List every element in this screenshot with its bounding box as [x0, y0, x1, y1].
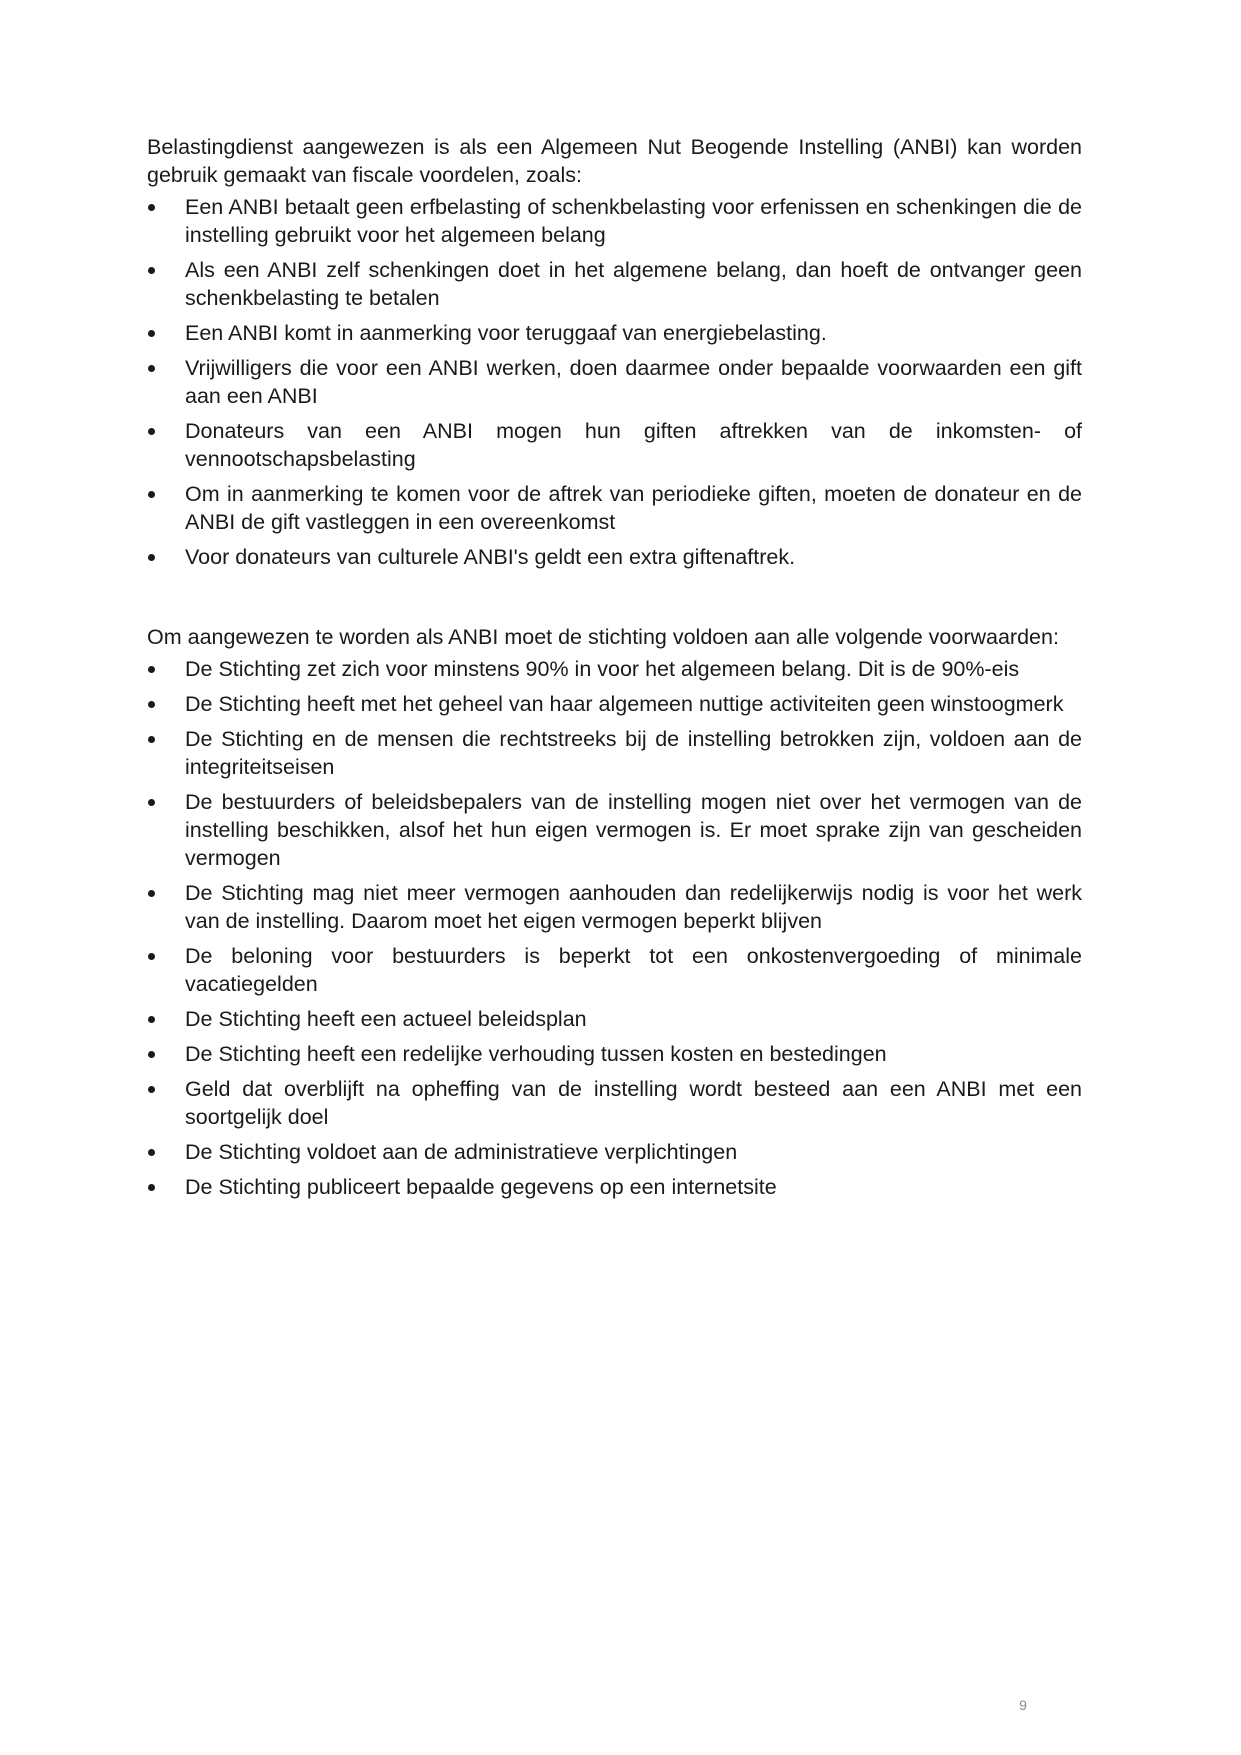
list-item: [147, 879, 1082, 935]
list-item-text: Een ANBI betaalt geen erfbelasting of schenkbelasting voor erfenissen en schenkingen die de instelling gebruikt voor het algemeen belang: [185, 195, 1082, 247]
bullet-icon: [148, 330, 155, 337]
list-item-text: De Stichting publiceert bepaalde gegevens op een internetsite: [185, 1175, 777, 1199]
list-item-text: Als een ANBI zelf schenkingen doet in het algemene belang, dan hoeft de ontvanger geen schenkbelasting te betalen: [185, 258, 1082, 310]
list-item-text: De Stichting heeft een redelijke verhouding tussen kosten en bestedingen: [185, 1042, 887, 1066]
list-item: [147, 256, 1082, 312]
bullet-icon: [148, 701, 155, 708]
list-item: [147, 417, 1082, 473]
list-item-text: De bestuurders of beleidsbepalers van de instelling mogen niet over het vermogen van de instelling beschikken, alsof het hun eigen vermogen is. Er moet sprake zijn van gescheiden vermogen: [185, 790, 1082, 870]
list-item-text: Om in aanmerking te komen voor de aftrek van periodieke giften, moeten de donateur en de ANBI de gift vastleggen in een overeenkomst: [185, 482, 1082, 534]
bullet-icon: [148, 1149, 155, 1156]
section2-bullet-list: [147, 655, 1082, 1201]
list-item-text: De Stichting en de mensen die rechtstreeks bij de instelling betrokken zijn, voldoen aan de integriteitseisen: [185, 727, 1082, 779]
list-item-text: Donateurs van een ANBI mogen hun giften aftrekken van de inkomsten- of vennootschapsbelasting: [185, 419, 1082, 471]
bullet-icon: [148, 953, 155, 960]
list-item: [147, 193, 1082, 249]
list-item-text: De Stichting heeft een actueel beleidsplan: [185, 1007, 587, 1031]
bullet-icon: [148, 666, 155, 673]
list-item-text: De Stichting voldoet aan de administratieve verplichtingen: [185, 1140, 738, 1164]
bullet-icon: [148, 1086, 155, 1093]
bullet-icon: [148, 365, 155, 372]
list-item-text: Een ANBI komt in aanmerking voor teruggaaf van energiebelasting.: [185, 321, 827, 345]
bullet-icon: [148, 1051, 155, 1058]
bullet-icon: [148, 890, 155, 897]
bullet-icon: [148, 204, 155, 211]
list-item: [147, 319, 1082, 347]
list-item: [147, 1173, 1082, 1201]
bullet-icon: [148, 428, 155, 435]
list-item-text: Voor donateurs van culturele ANBI's geldt een extra giftenaftrek.: [185, 545, 796, 569]
document-page: [147, 133, 1082, 1208]
list-item: [147, 942, 1082, 998]
list-item-text: De Stichting heeft met het geheel van haar algemeen nuttige activiteiten geen winstoogmerk: [185, 692, 1064, 716]
bullet-icon: [148, 267, 155, 274]
bullet-icon: [148, 491, 155, 498]
list-item: [147, 1040, 1082, 1068]
bullet-icon: [148, 799, 155, 806]
list-item: [147, 788, 1082, 872]
bullet-icon: [148, 1184, 155, 1191]
list-item: [147, 690, 1082, 718]
list-item: [147, 1005, 1082, 1033]
list-item-text: De Stichting zet zich voor minstens 90% in voor het algemeen belang. Dit is de 90%-eis: [185, 657, 1020, 681]
list-item: [147, 1075, 1082, 1131]
list-item: [147, 1138, 1082, 1166]
section1-intro: Belastingdienst aangewezen is als een Algemeen Nut Beogende Instelling (ANBI) kan worden gebruik gemaakt van fiscale voordelen, zoals:: [147, 135, 1082, 187]
section1-bullet-list: [147, 193, 1082, 571]
list-item-text: De Stichting mag niet meer vermogen aanhouden dan redelijkerwijs nodig is voor het werk van de instelling. Daarom moet het eigen vermogen beperkt blijven: [185, 881, 1082, 933]
bullet-icon: [148, 736, 155, 743]
list-item: [147, 725, 1082, 781]
page-number: 9: [1019, 1697, 1027, 1713]
list-item: [147, 480, 1082, 536]
list-item: [147, 543, 1082, 571]
bullet-icon: [148, 1016, 155, 1023]
section2-intro: Om aangewezen te worden als ANBI moet de stichting voldoen aan alle volgende voorwaarden:: [147, 625, 1059, 649]
section-spacer: [147, 578, 1082, 623]
bullet-icon: [148, 554, 155, 561]
list-item: [147, 354, 1082, 410]
list-item-text: Vrijwilligers die voor een ANBI werken, doen daarmee onder bepaalde voorwaarden een gift aan een ANBI: [185, 356, 1082, 408]
list-item: [147, 655, 1082, 683]
list-item-text: De beloning voor bestuurders is beperkt tot een onkostenvergoeding of minimale vacatiegelden: [185, 944, 1082, 996]
list-item-text: Geld dat overblijft na opheffing van de instelling wordt besteed aan een ANBI met een soortgelijk doel: [185, 1077, 1082, 1129]
